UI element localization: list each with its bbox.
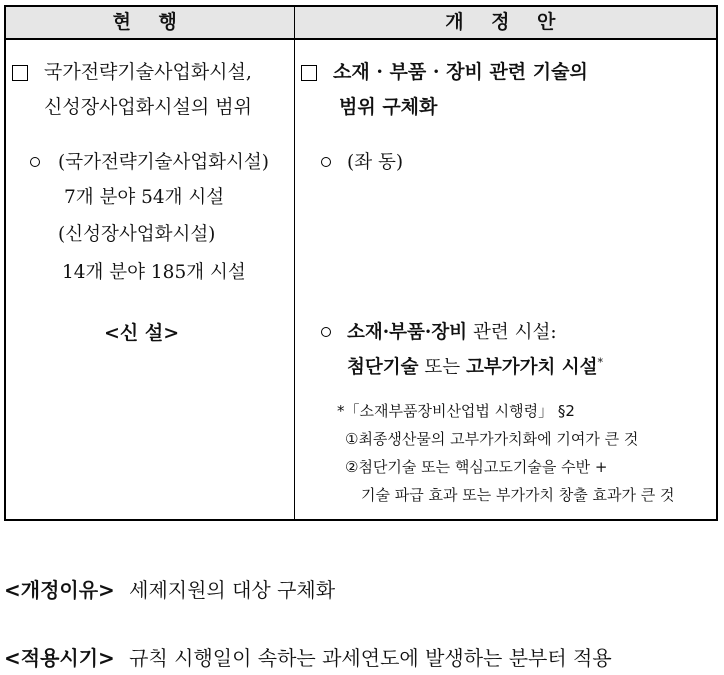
- new-provision-marker: <신 설>: [104, 322, 180, 344]
- effective-date: [4, 642, 612, 671]
- header-revised: 개 정 안: [445, 11, 566, 33]
- circle-bullet-icon: [321, 157, 331, 167]
- revised-item-line1: 소재 · 부품 · 장비 관련 기술의: [333, 61, 588, 83]
- note-line2: ①최종생산물의 고부가가치화에 기여가 큰 것: [345, 430, 639, 448]
- comparison-table: [4, 5, 718, 521]
- current-column: [6, 40, 294, 519]
- revised-sub2-line2: [347, 353, 603, 379]
- revised-sub2-term-c: 고부가가치 시설: [466, 357, 598, 378]
- note-line3: ②첨단기술 또는 핵심고도기술을 수반 +: [345, 458, 608, 476]
- revision-reason-text: 세제지원의 대상 구체화: [129, 578, 336, 602]
- current-sub-line4: 14개 분야 185개 시설: [62, 262, 246, 283]
- square-bullet-icon: [301, 65, 317, 81]
- table-header-row: [6, 7, 716, 40]
- revised-item-line2: 범위 구체화: [339, 96, 438, 118]
- revised-sub1: (좌 동): [347, 152, 404, 173]
- revised-sub2-or: 또는: [418, 357, 466, 378]
- effective-date-label: <적용시기>: [4, 646, 115, 670]
- revised-sub2-bold: 소재·부품·장비: [347, 322, 468, 343]
- note-line4: 기술 파급 효과 또는 부가가치 창출 효과가 큰 것: [361, 486, 675, 504]
- current-sub-line2: 7개 분야 54개 시설: [64, 187, 225, 208]
- footnote-star: *: [597, 355, 604, 369]
- current-item-line2: 신성장사업화시설의 범위: [44, 96, 252, 118]
- header-current: 현 행: [112, 11, 188, 33]
- circle-bullet-icon: [30, 157, 40, 167]
- note-line1: *「소재부품장비산업법 시행령」 §2: [337, 402, 575, 420]
- current-sub-line3: (신성장사업화시설): [58, 224, 216, 245]
- revision-reason-label: <개정이유>: [4, 578, 115, 602]
- current-item-line1: 국가전략기술사업화시설,: [44, 61, 252, 83]
- square-bullet-icon: [12, 65, 28, 81]
- revised-sub2-rest: 관련 시설:: [467, 322, 557, 343]
- effective-date-text: 규칙 시행일이 속하는 과세연도에 발생하는 분부터 적용: [129, 646, 612, 670]
- revised-sub2-term-a: 첨단기술: [347, 357, 419, 378]
- revised-column: [295, 40, 716, 519]
- revised-sub2-line1: [347, 318, 557, 344]
- circle-bullet-icon: [321, 327, 331, 337]
- revision-reason: [4, 574, 335, 603]
- current-sub-line1: (국가전략기술사업화시설): [58, 152, 270, 173]
